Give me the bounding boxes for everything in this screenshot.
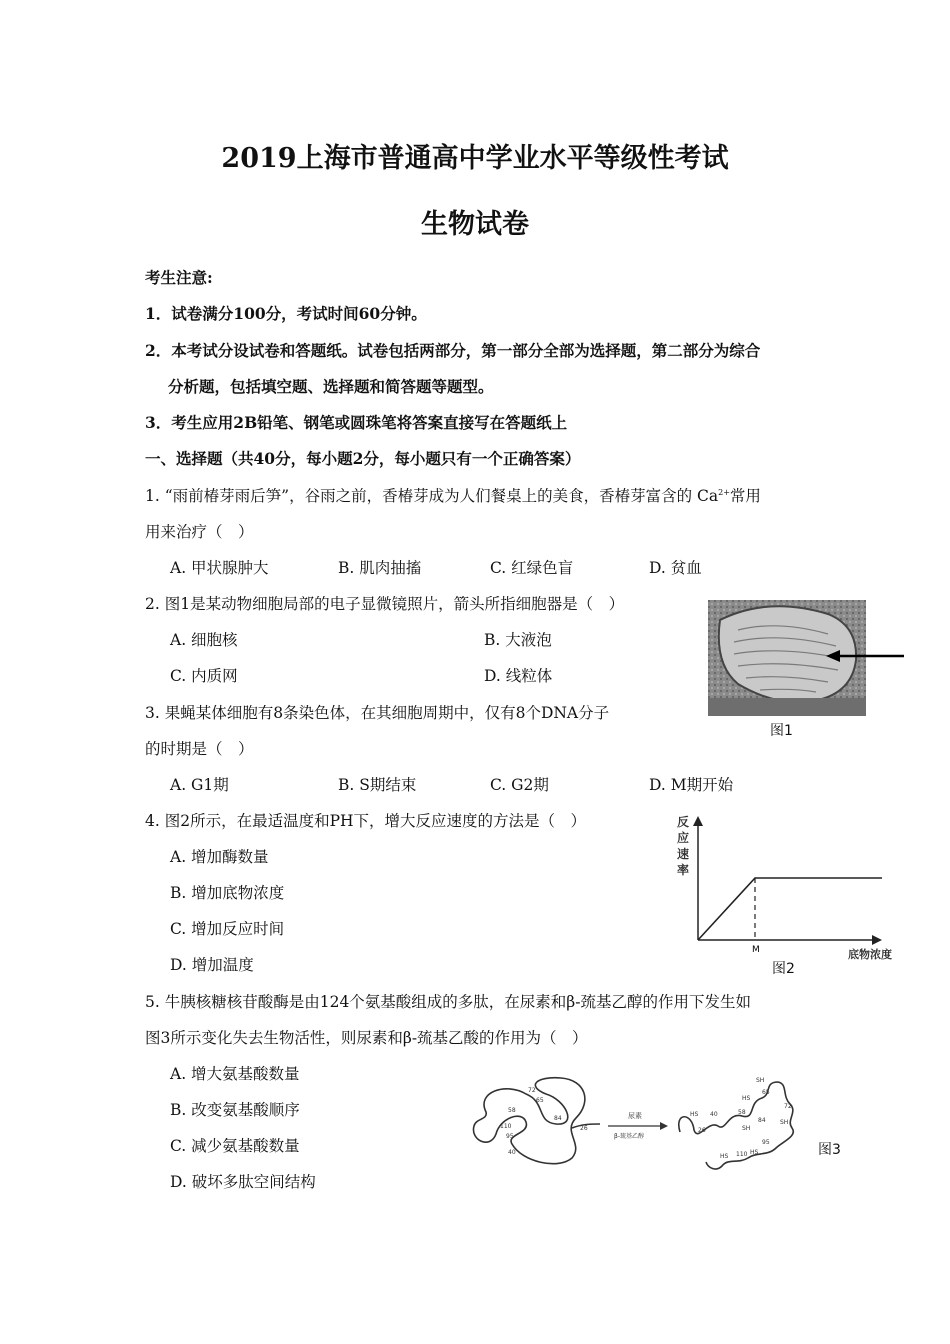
q3-line-2: 的时期是（ ） — [145, 740, 254, 758]
folded-label-58: 58 — [508, 1107, 516, 1114]
q1-line-1-end: 常用 — [729, 487, 761, 505]
unfolded-label-hs-2: HS — [690, 1111, 699, 1118]
figure-2-curve — [698, 878, 882, 940]
notice-item-3: 3．考生应用2B铅笔、钢笔或圆珠笔将答案直接写在答题纸上 — [145, 413, 568, 432]
q2-option-d[interactable]: D. 线粒体 — [484, 667, 553, 685]
figure-3-caption: 图3 — [818, 1142, 841, 1158]
figure-3-diagram — [466, 1072, 816, 1178]
unfolded-label-58: 58 — [738, 1109, 746, 1116]
q1-option-b[interactable]: B. 肌肉抽搐 — [338, 559, 422, 577]
folded-polypeptide — [473, 1078, 600, 1164]
figure-2-m-label: M — [752, 945, 760, 955]
figure-2-ylabel-1: 反 — [677, 815, 690, 829]
notice-item-2-line-1: 2．本考试分设试卷和答题纸。试卷包括两部分，第一部分全部为选择题，第二部分为综合 — [145, 341, 761, 360]
q2-option-b[interactable]: B. 大液泡 — [484, 631, 552, 649]
figure-2-caption: 图2 — [772, 961, 795, 977]
q3-option-a[interactable]: A. G1期 — [170, 776, 229, 794]
arrow-label-top: 尿素 — [628, 1112, 642, 1120]
q4-option-a[interactable]: A. 增加酶数量 — [170, 848, 269, 866]
unfolded-label-sh-1: SH — [756, 1077, 765, 1084]
folded-label-95: 95 — [506, 1133, 514, 1140]
q4-option-b[interactable]: B. 增加底物浓度 — [170, 884, 285, 902]
q4-option-c[interactable]: C. 增加反应时间 — [170, 920, 285, 938]
q2-stem: 2. 图1是某动物细胞局部的电子显微镜照片，箭头所指细胞器是（ ） — [145, 595, 625, 613]
notice-heading: 考生注意: — [145, 268, 213, 287]
unfolded-label-hs-1: HS — [742, 1095, 751, 1102]
folded-label-65: 65 — [536, 1097, 544, 1104]
figure-2-ylabel-3: 速 — [677, 847, 690, 861]
q5-line-1: 5. 牛胰核糖核苷酸酶是由124个氨基酸组成的多肽，在尿素和β-巯基乙醇的作用下发生如 — [145, 993, 752, 1011]
q3-option-c[interactable]: C. G2期 — [490, 776, 549, 794]
page-title: 2019上海市普通高中学业水平等级性考试 — [221, 143, 729, 174]
folded-label-84: 84 — [554, 1115, 562, 1122]
q1-option-d[interactable]: D. 贫血 — [649, 559, 702, 577]
notice-item-1: 1．试卷满分100分，考试时间60分钟。 — [145, 304, 427, 323]
q5-option-d[interactable]: D. 破坏多肽空间结构 — [170, 1173, 316, 1191]
q3-option-b[interactable]: B. S期结束 — [338, 776, 417, 794]
q1-option-a[interactable]: A. 甲状腺肿大 — [170, 559, 269, 577]
q5-option-c[interactable]: C. 减少氨基酸数量 — [170, 1137, 300, 1155]
unfolded-label-sh-2: SH — [742, 1125, 751, 1132]
figure-1-micrograph — [708, 600, 908, 716]
arrow-label-bottom: β-巯基乙醇 — [614, 1133, 644, 1140]
unfolded-label-hs-4: HS — [720, 1153, 729, 1160]
q1-line-2: 用来治疗（ ） — [145, 523, 254, 541]
q5-line-2: 图3所示变化失去生物活性，则尿素和β-巯基乙酸的作用为（ ） — [145, 1029, 588, 1047]
q4-stem: 4. 图2所示，在最适温度和PH下，增大反应速度的方法是（ ） — [145, 812, 587, 830]
unfolded-label-40: 40 — [710, 1111, 718, 1118]
figure-2-ylabel-2: 应 — [677, 831, 690, 845]
q5-option-b[interactable]: B. 改变氨基酸顺序 — [170, 1101, 300, 1119]
unfolded-label-hs-3: HS — [750, 1149, 759, 1156]
figure-1-caption: 图1 — [770, 723, 793, 739]
unfolded-label-72: 72 — [784, 1103, 792, 1110]
unfolded-label-sh-3: SH — [780, 1119, 789, 1126]
q2-option-c[interactable]: C. 内质网 — [170, 667, 238, 685]
notice-item-2-line-2: 分析题，包括填空题、选择题和简答题等题型。 — [168, 377, 494, 396]
figure-2-ylabel-4: 率 — [677, 863, 690, 877]
folded-label-72: 72 — [528, 1087, 536, 1094]
unfolded-label-95: 95 — [762, 1139, 770, 1146]
unfolded-label-26: 26 — [698, 1127, 706, 1134]
folded-label-110: 110 — [500, 1123, 512, 1130]
q1-superscript: 2+ — [718, 487, 730, 497]
section-heading: 一、选择题（共40分，每小题2分，每小题只有一个正确答案） — [145, 449, 581, 468]
q2-option-a[interactable]: A. 细胞核 — [170, 631, 238, 649]
q1-line-1-text: 1. “雨前椿芽雨后笋”，谷雨之前，香椿芽成为人们餐桌上的美食，香椿芽富含的 Ca — [145, 487, 719, 505]
figure-2-xlabel: 底物浓度 — [848, 948, 892, 961]
unfolded-label-84: 84 — [758, 1117, 766, 1124]
folded-label-40: 40 — [508, 1149, 516, 1156]
page-subtitle: 生物试卷 — [421, 209, 529, 240]
q1-option-c[interactable]: C. 红绿色盲 — [490, 559, 574, 577]
q3-line-1: 3. 果蝇某体细胞有8条染色体，在其细胞周期中，仅有8个DNA分子 — [145, 704, 610, 722]
q3-option-d[interactable]: D. M期开始 — [649, 776, 734, 794]
q1-line-1 — [145, 484, 761, 506]
q5-option-a[interactable]: A. 增大氨基酸数量 — [170, 1065, 300, 1083]
folded-label-26: 26 — [580, 1125, 588, 1132]
unfolded-label-65: 65 — [762, 1089, 770, 1096]
q4-option-d[interactable]: D. 增加温度 — [170, 956, 254, 974]
figure-2-graph — [660, 812, 908, 968]
unfolded-label-110: 110 — [736, 1151, 748, 1158]
